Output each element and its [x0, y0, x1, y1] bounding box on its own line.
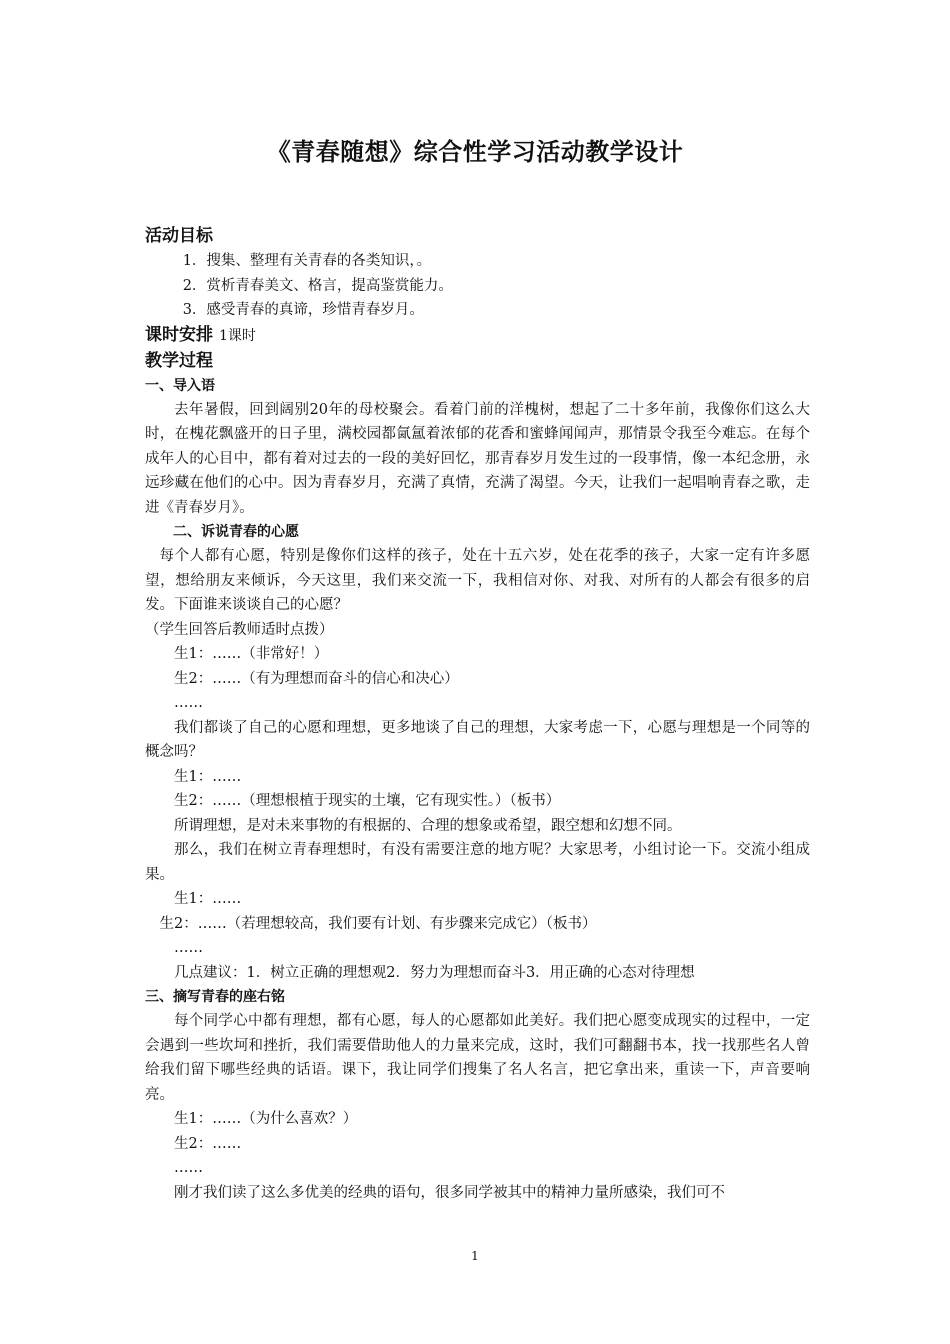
section2-heading: 二、诉说青春的心愿 — [173, 524, 299, 540]
goals-heading: 活动目标 — [145, 226, 213, 246]
section2-paragraph: 那么，我们在树立青春理想时，有没有需要注意的地方呢？大家思考，小组讨论一下。交流小组成果。 — [145, 842, 810, 883]
process-heading: 教学过程 — [145, 350, 213, 371]
advice-line: 几点建议：1．树立正确的理想观2．努力为理想而奋斗3．用正确的心态对待理想 — [174, 964, 695, 981]
student-answer: 生1：…… — [174, 768, 242, 785]
section3-paragraph: 每个同学心中都有理想，都有心愿，每人的心愿都如此美好。我们把心愿变成现实的过程中，一定会遇到一些坎坷和挫折，我们需要借助他人的力量来完成，这时，我们可翻翻书本，找一找那些名人曾给我们留下哪些经典的话语。课下，我让同学们搜集了名人名言，把它拿出来，重读一下，声音要响亮。 — [145, 1013, 810, 1103]
section1-heading: 一、导入语 — [145, 377, 215, 394]
student-answer: 生2：……（若理想较高，我们要有计划、有步骤来完成它）（板书） — [159, 915, 597, 932]
section2-paragraph: 每个人都有心愿，特别是像你们这样的孩子，处在十五六岁，处在花季的孩子，大家一定有许多愿望，想给朋友来倾诉，今天这里，我们来交流一下，我相信对你、对我、对所有的人都会有很多的启发。下面谁来谈谈自己的心愿？ — [145, 548, 810, 613]
goal-item: 3．感受青春的真谛，珍惜青春岁月。 — [182, 302, 424, 318]
teacher-note: （学生回答后教师适时点拨） — [145, 621, 334, 638]
section3-paragraph: 刚才我们读了这么多优美的经典的语句，很多同学被其中的精神力量所感染，我们可不 — [174, 1184, 725, 1201]
student-answer: 生1：……（非常好！） — [174, 646, 329, 662]
schedule-value: 1课时 — [219, 327, 256, 344]
page-number: 1 — [471, 1249, 479, 1263]
ellipsis-line: …… — [174, 1160, 203, 1176]
section2-paragraph: 我们都谈了自己的心愿和理想，更多地谈了自己的理想，大家考虑一下，心愿与理想是一个同等的概念吗？ — [145, 719, 810, 760]
document-body — [145, 224, 810, 1205]
student-answer: 生2：…… — [174, 1135, 242, 1152]
section2-paragraph: 所谓理想，是对未来事物的有根据的、合理的想象或希望，跟空想和幻想不同。 — [174, 817, 682, 834]
student-answer: 生1：……（为什么喜欢？） — [174, 1111, 358, 1127]
schedule-heading: 课时安排 1课时 — [145, 324, 256, 345]
ellipsis-line: …… — [174, 695, 203, 711]
section3-heading: 三、摘写青春的座右铭 — [145, 989, 285, 1005]
document-title: 《青春随想》综合性学习活动教学设计 — [266, 138, 684, 166]
student-answer: 生2：……（有为理想而奋斗的信心和决心） — [174, 670, 459, 687]
goal-item: 1．搜集、整理有关青春的各类知识，。 — [182, 253, 432, 269]
student-answer: 生2：……（理想根植于现实的土壤，它有现实性。）（板书） — [174, 793, 561, 809]
section1-paragraph: 去年暑假，回到阔别20年的母校聚会。看着门前的洋槐树，想起了二十多年前，我像你们这么大时，在槐花飘盛开的日子里，满校园都氤氲着浓郁的花香和蜜蜂闻闻声，那情景令我至今难忘。在每个成年人的心目中，都有着对过去的一段的美好回忆，那青春岁月发生过的一段事情，像一本纪念册，永远珍藏在他们的心中。因为青春岁月，充满了真情，充满了渴望。今天，让我们一起唱响青春之歌，走进《青春岁月》。 — [145, 401, 810, 516]
student-answer: 生1：…… — [174, 891, 242, 907]
goal-item: 2．赏析青春美文、格言，提高鉴赏能力。 — [182, 277, 453, 294]
ellipsis-line: …… — [174, 940, 203, 956]
